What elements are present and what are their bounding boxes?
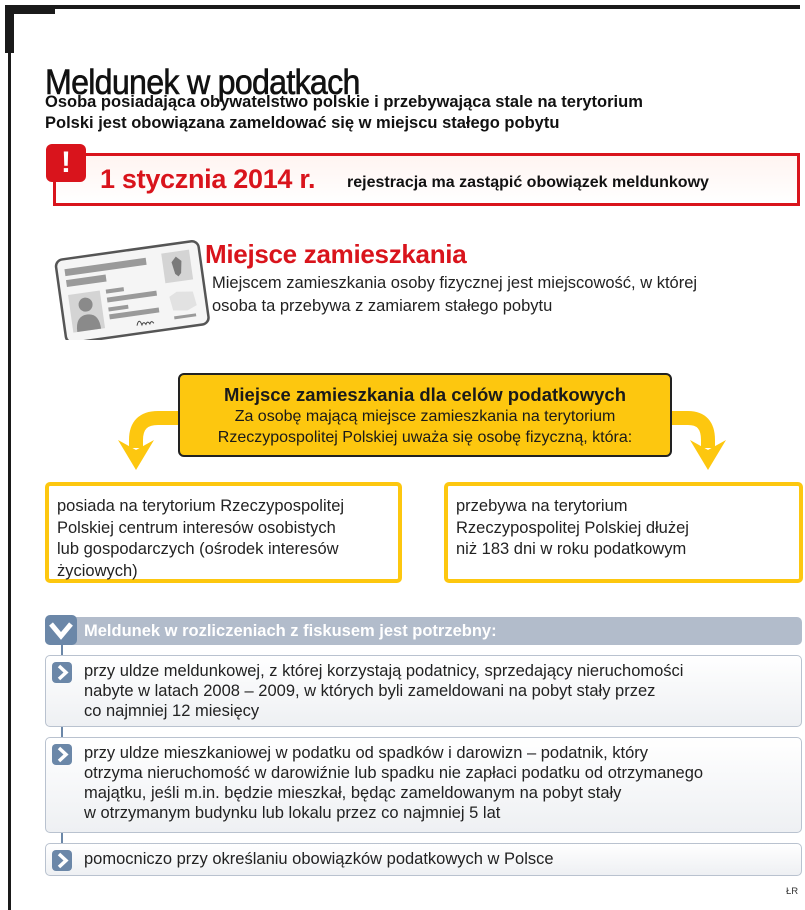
chevron-right-icon: [52, 744, 72, 765]
alert-date: 1 stycznia 2014 r.: [100, 164, 316, 194]
list-item-text: [84, 849, 799, 869]
text-line: niż 183 dni w roku podatkowym: [456, 540, 687, 558]
text-line: majątku, jeśli m.in. będzie mieszkał, będąc zameldowanym na pobyt stały: [84, 784, 622, 802]
frame-top-rule: [5, 5, 800, 9]
curved-arrow-right-icon: [666, 410, 738, 472]
text-line: przy uldze meldunkowej, z której korzystają podatnicy, sprzedający nieruchomości: [84, 662, 684, 680]
alert-text: rejestracja ma zastąpić obowiązek meldunkowy: [347, 174, 709, 191]
text-line: w otrzymanym budynku lub lokalu przez co najmniej 5 lat: [84, 804, 501, 822]
text-line: posiada na terytorium Rzeczypospolitej: [57, 497, 345, 515]
text-line: nabyte w latach 2008 – 2009, w których byli zameldowani na pobyt stały przez: [84, 682, 656, 700]
chevron-right-icon: [52, 662, 72, 683]
subtitle: [45, 92, 785, 134]
list-item: [45, 737, 802, 833]
list-header-text: Meldunek w rozliczeniach z fiskusem jest potrzebny:: [84, 622, 497, 640]
text-line: pomocniczo przy określaniu obowiązków podatkowych w Polsce: [84, 850, 554, 868]
list-item-text: [84, 661, 799, 721]
id-card-icon: [52, 240, 212, 340]
frame-left-rule: [8, 50, 11, 910]
residence-heading: Miejsce zamieszkania: [205, 239, 467, 269]
text-line: otrzyma nieruchomość w darowiźnie lub spadku nie zapłaci podatku od otrzymanego: [84, 764, 704, 782]
text-line: co najmniej 12 miesięcy: [84, 702, 260, 720]
text-line: życiowych): [57, 561, 138, 580]
text-line: Rzeczypospolitej Polskiej uważa się osobę fizyczną, która:: [217, 429, 633, 446]
text-line: Rzeczypospolitej Polskiej dłużej: [456, 518, 689, 537]
page-title: Meldunek w podatkach: [45, 63, 360, 103]
residence-definition: [212, 272, 782, 318]
list-item-text: [84, 743, 799, 823]
tax-residence-box: [178, 373, 672, 457]
text-line: lub gospodarczych (ośrodek interesów: [57, 540, 339, 558]
text-line: Miejscem zamieszkania osoby fizycznej jest miejscowość, w której: [212, 274, 698, 292]
text-line: przebywa na terytorium: [456, 497, 628, 515]
curved-arrow-left-icon: [112, 410, 184, 472]
condition-box-183-days: [444, 482, 803, 583]
subtitle-line: Osoba posiadająca obywatelstwo polskie i przebywająca stale na terytorium: [45, 93, 643, 111]
list-item: [45, 843, 802, 876]
exclamation-icon: !: [46, 144, 86, 182]
text-line: Polskiej centrum interesów osobistych: [57, 518, 336, 537]
subtitle-line: Polski jest obowiązana zameldować się w miejscu stałego pobytu: [45, 114, 560, 132]
text-line: osoba ta przebywa z zamiarem stałego pobytu: [212, 297, 553, 315]
author-credit: ŁR: [786, 886, 799, 897]
frame-corner: [5, 5, 14, 53]
condition-box-center-of-interests: [45, 482, 402, 583]
chevron-right-icon: [52, 850, 72, 871]
list-item: [45, 655, 802, 727]
text-line: przy uldze mieszkaniowej w podatku od spadków i darowizn – podatnik, który: [84, 744, 649, 762]
tax-residence-title: Miejsce zamieszkania dla celów podatkowych: [223, 384, 626, 405]
text-line: Za osobę mającą miejsce zamieszkania na terytorium: [234, 408, 616, 425]
chevron-down-icon: [45, 615, 77, 645]
